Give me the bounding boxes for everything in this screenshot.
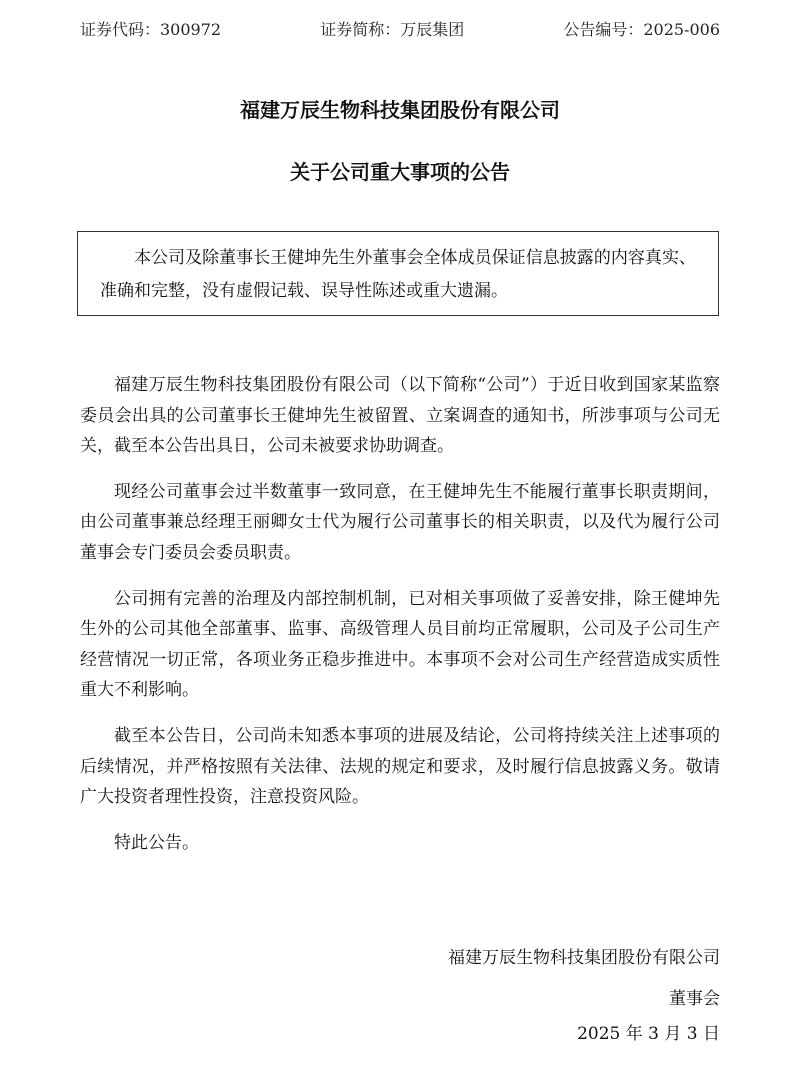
stock-code: 证券代码：300972 bbox=[80, 20, 222, 39]
announcement-title: 关于公司重大事项的公告 bbox=[290, 160, 510, 184]
signature-company: 福建万辰生物科技集团股份有限公司 bbox=[448, 948, 720, 968]
body-paragraph-2: 现经公司董事会过半数董事一致同意，在王健坤先生不能履行董事长职责期间，由公司董事兼总经理王丽卿女士代为履行公司董事长的相关职责，以及代为履行公司董事会专门委员会委员职责。 bbox=[80, 481, 720, 563]
signature-board: 董事会 bbox=[669, 989, 720, 1009]
signature-date: 2025 年 3 月 3 日 bbox=[577, 1024, 720, 1044]
body-paragraph-1: 福建万辰生物科技集团股份有限公司（以下简称“公司”）于近日收到国家某监察委员会出具的公司董事长王健坤先生被留置、立案调查的通知书，所涉事项与公司无关，截至本公告出具日，公司未被要求协助调查。 bbox=[80, 375, 720, 457]
announcement-body bbox=[80, 370, 720, 873]
closing-line: 特此公告。 bbox=[114, 832, 199, 853]
disclaimer-box: 本公司及除董事长王健坤先生外董事会全体成员保证信息披露的内容真实、准确和完整，没有虚假记载、误导性陈述或重大遗漏。 bbox=[77, 231, 719, 316]
document-header bbox=[80, 18, 720, 42]
company-title: 福建万辰生物科技集团股份有限公司 bbox=[240, 98, 560, 122]
body-paragraph-3: 公司拥有完善的治理及内部控制机制，已对相关事项做了妥善安排，除王健坤先生外的公司其他全部董事、监事、高级管理人员目前均正常履职，公司及子公司生产经营情况一切正常，各项业务正稳步推进中。本事项不会对公司生产经营造成实质性重大不利影响。 bbox=[80, 588, 720, 701]
stock-name: 证券简称：万辰集团 bbox=[320, 20, 465, 39]
body-paragraph-4: 截至本公告日，公司尚未知悉本事项的进展及结论，公司将持续关注上述事项的后续情况，并严格按照有关法律、法规的规定和要求，及时履行信息披露义务。敬请广大投资者理性投资，注意投资风险。 bbox=[80, 725, 720, 808]
announcement-number: 公告编号：2025-006 bbox=[563, 20, 720, 39]
